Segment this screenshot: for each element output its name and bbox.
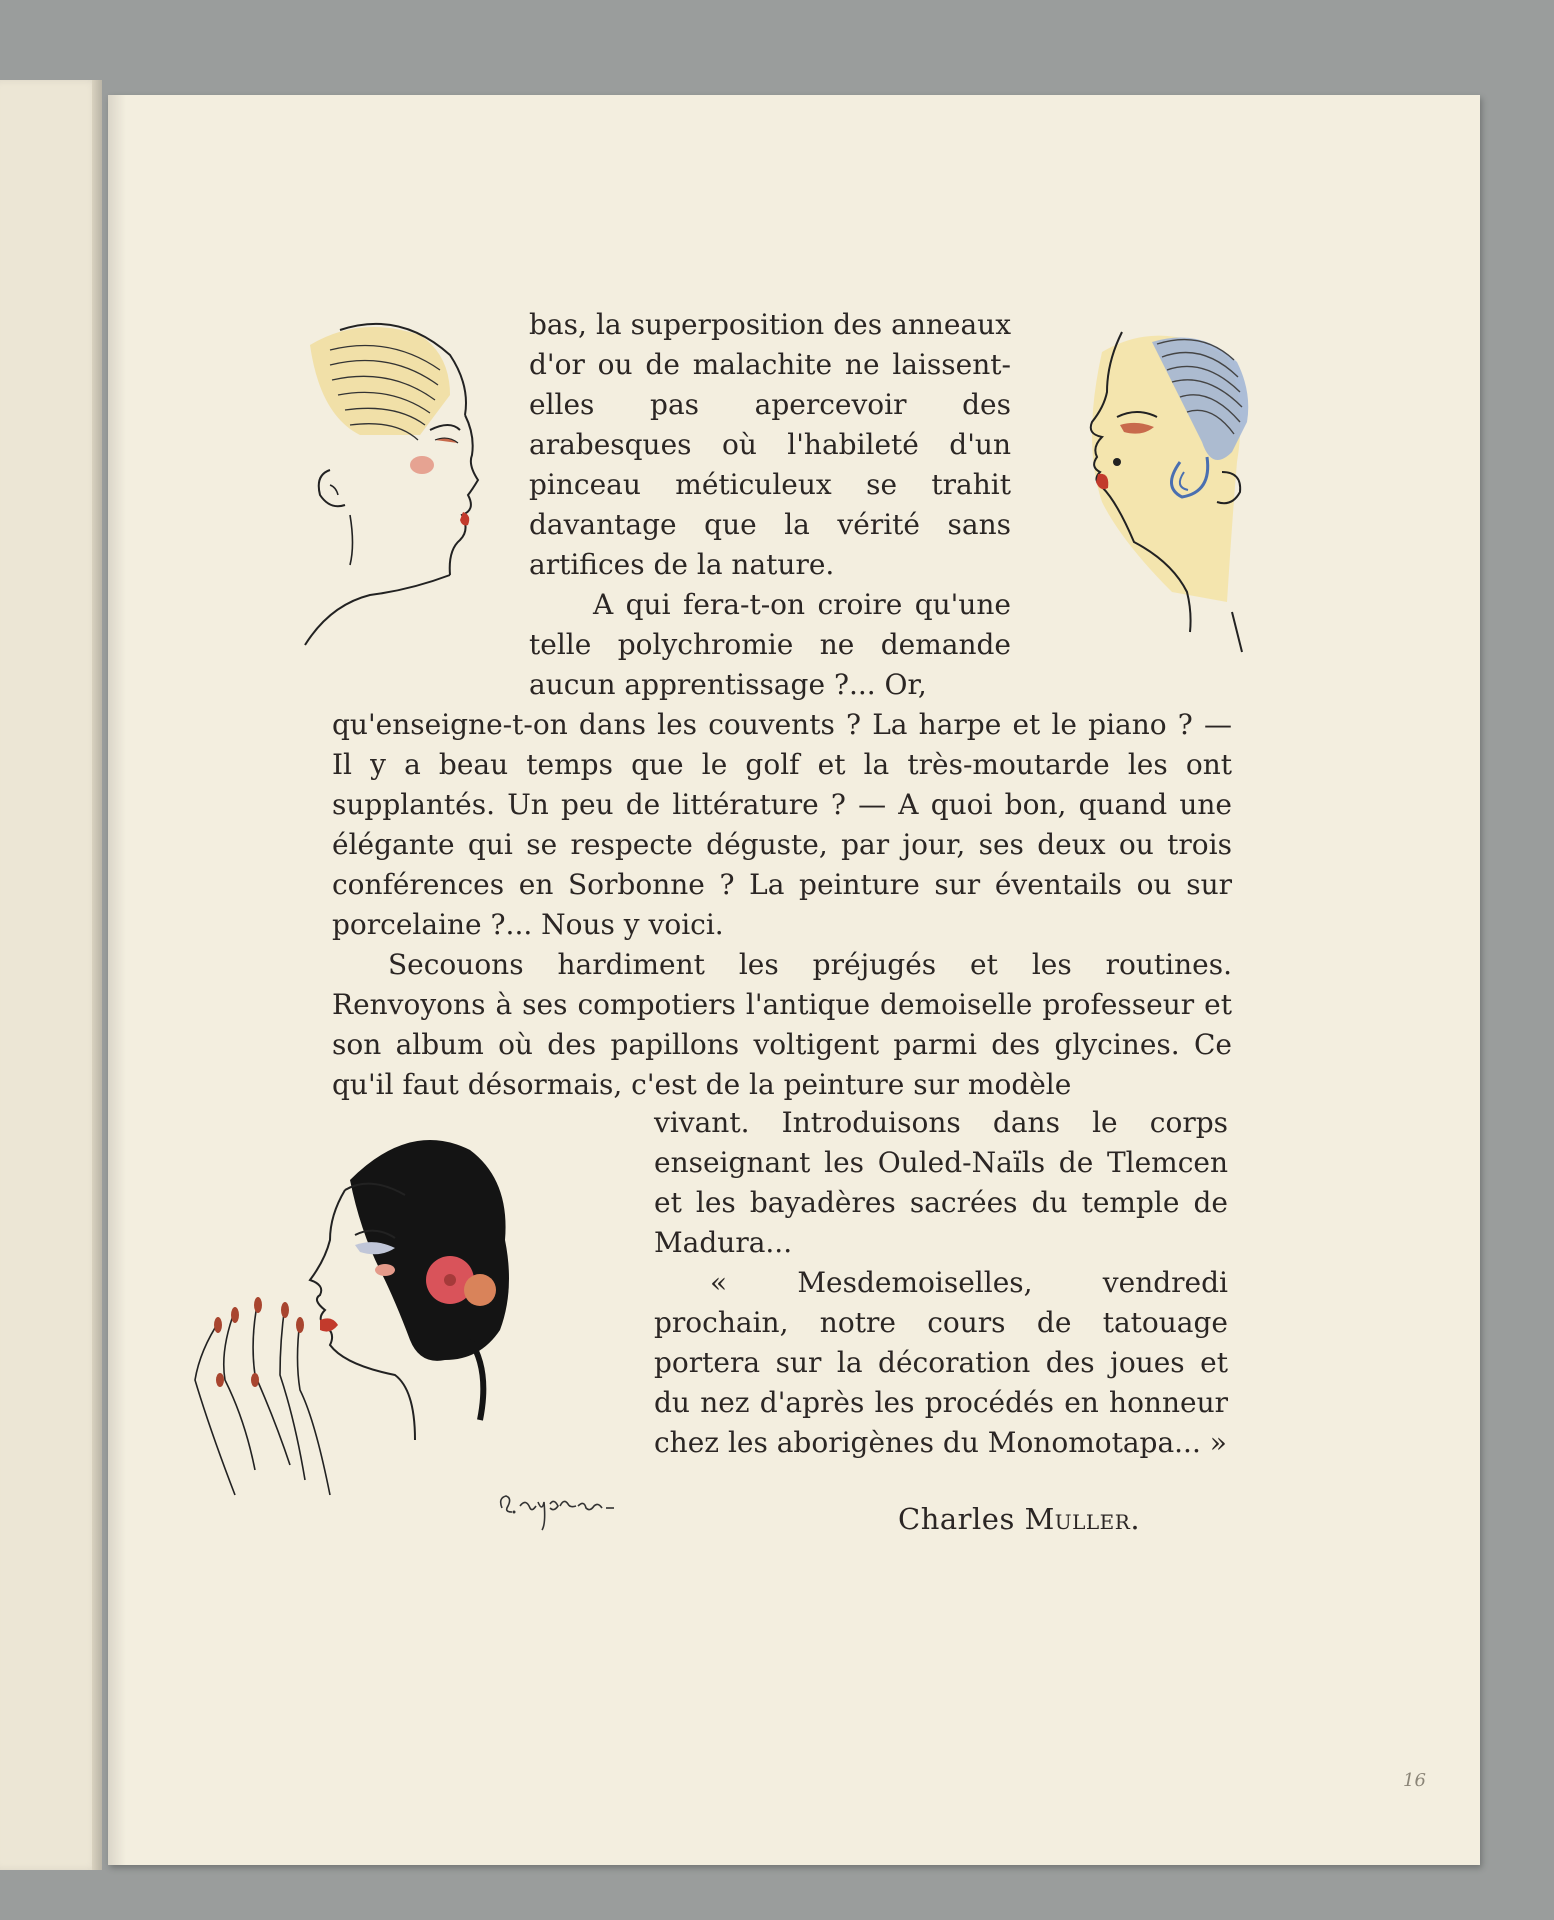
illustration-blonde-head	[300, 315, 490, 655]
paragraph: bas, la superposition des anneaux d'or ou de malachite ne laissent-elles pas apercevoir des arabesques où l'habileté d'un pinceau méticuleux se trahit davantage que la vérité sans artifices de la nature.	[529, 308, 1011, 581]
left-page	[0, 80, 100, 1870]
page-number: 16	[1403, 1770, 1426, 1791]
paragraph: vivant. Introduisons dans le corps enseignant les Ouled-Naïls de Tlemcen et les bayadères sacrées du temple de Madura...	[654, 1106, 1228, 1259]
author-last-name: Muller.	[1024, 1502, 1141, 1536]
paragraph: qu'enseigne-t-on dans les couvents ? La harpe et le piano ? — Il y a beau temps que le golf et la très-moutarde les ont supplantés. Un peu de littérature ? — A quoi bon, quand une élégante qui se respecte déguste, par jour, ses deux ou trois conférences en Sorbonne ? La peinture sur éventails ou sur porcelaine ?... Nous y voici.	[332, 708, 1232, 941]
text-column-top	[529, 305, 1011, 705]
paragraph: A qui fera-t-on croire qu'une telle polychromie ne demande aucun apprentissage ?... Or,	[529, 588, 1011, 701]
illustration-dark-haired-head-with-hands	[180, 1120, 610, 1520]
author-first-name: Charles	[898, 1502, 1015, 1536]
author-signature-line	[898, 1502, 1140, 1536]
paragraph: « Mesdemoiselles, vendredi prochain, notre cours de tatouage portera sur la décoration des joues et du nez d'après les procédés en honneur chez les aborigènes du Monomotapa... »	[654, 1266, 1228, 1459]
illustration-blue-haired-head	[1062, 322, 1262, 662]
paragraph: Secouons hardiment les préjugés et les routines. Renvoyons à ses compotiers l'antique demoiselle professeur et son album où des papillons voltigent parmi des glycines. Ce qu'il faut désormais, c'est de la peinture sur modèle	[332, 948, 1232, 1101]
left-page-edge	[92, 80, 102, 1870]
artist-signature	[494, 1478, 634, 1534]
text-column-wide	[332, 705, 1232, 1105]
text-column-bottom	[654, 1103, 1228, 1463]
page-gutter-shadow	[108, 95, 126, 1865]
